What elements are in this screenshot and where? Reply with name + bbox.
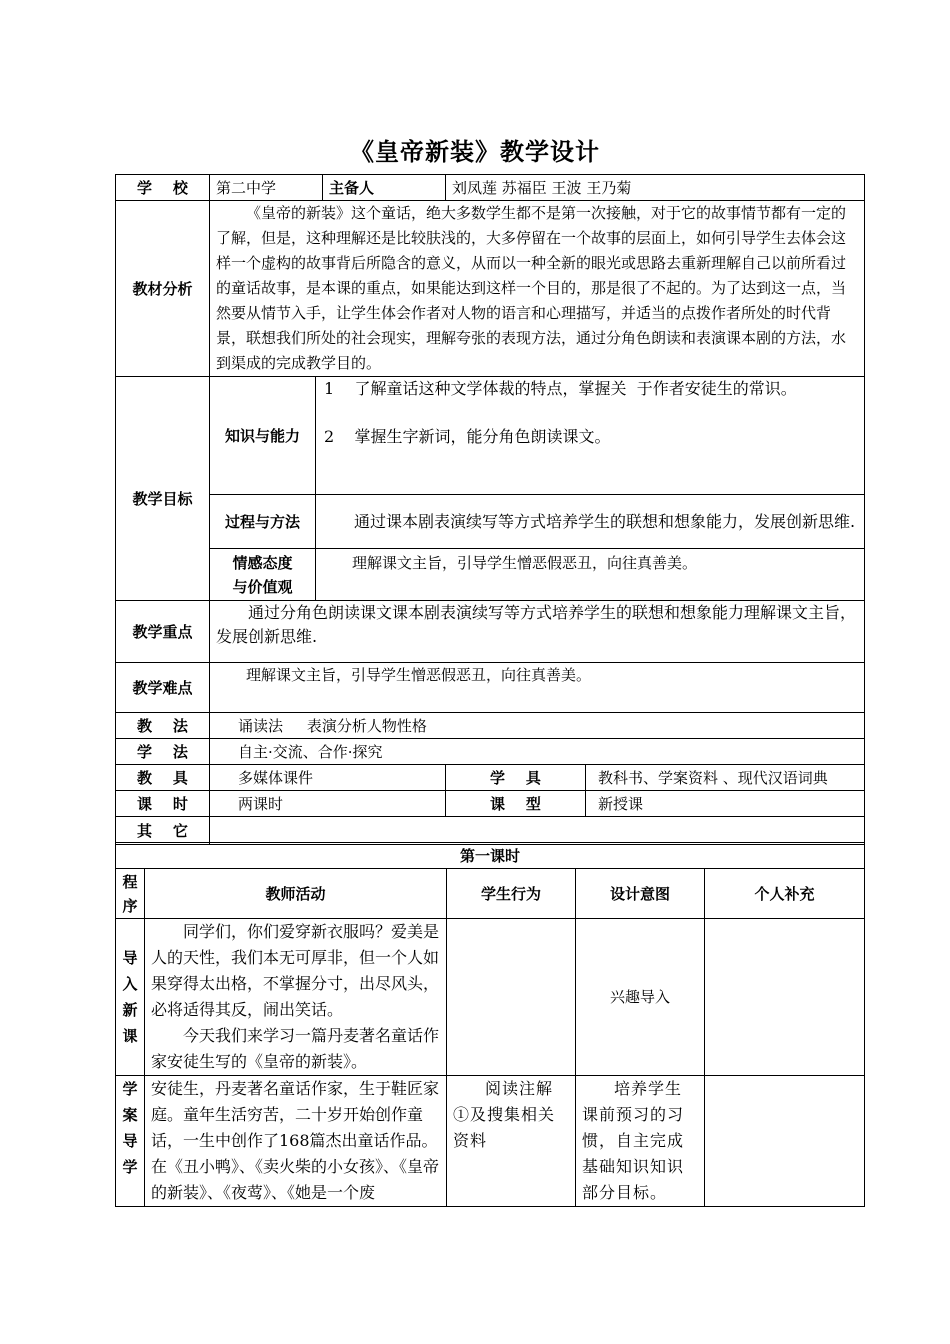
header-step: 程序 bbox=[116, 869, 145, 919]
difficult-text: 理解课文主旨，引导学生憎恶假恶丑，向往真善美。 bbox=[210, 663, 865, 713]
details-table bbox=[115, 600, 865, 845]
lesson-section-title: 第一课时 bbox=[116, 843, 865, 869]
row-student bbox=[447, 919, 576, 1076]
type-label: 课 型 bbox=[446, 791, 586, 817]
type-value: 新授课 bbox=[586, 791, 865, 817]
header-personal: 个人补充 bbox=[705, 869, 865, 919]
difficult-label: 教学难点 bbox=[116, 663, 210, 713]
emotion-label-line-2: 与价值观 bbox=[232, 577, 293, 596]
process-label: 过程与方法 bbox=[210, 495, 316, 549]
lesson-table bbox=[115, 842, 865, 1207]
emotion-text: 理解课文主旨，引导学生憎恶假恶丑，向往真善美。 bbox=[316, 549, 865, 601]
learn-tool-value: 教科书、学案资料 、现代汉语词典 bbox=[586, 765, 865, 791]
row-teacher bbox=[145, 919, 447, 1076]
process-text: 通过课本剧表演续写等方式培养学生的联想和想象能力，发展创新思维. bbox=[316, 495, 865, 549]
host-value: 刘凤莲 苏福臣 王波 王乃菊 bbox=[446, 175, 865, 201]
learn-tool-label: 学 具 bbox=[446, 765, 586, 791]
school-label: 学 校 bbox=[116, 175, 210, 201]
info-table bbox=[115, 174, 865, 377]
header-teacher: 教师活动 bbox=[145, 869, 447, 919]
other-value bbox=[210, 817, 865, 845]
table-row bbox=[116, 1076, 865, 1207]
learn-value: 自主·交流、合作·探究 bbox=[210, 739, 865, 765]
knowledge-text bbox=[316, 377, 865, 495]
method-label: 教 法 bbox=[116, 713, 210, 739]
header-intent: 设计意图 bbox=[576, 869, 705, 919]
row-step: 导入新课 bbox=[116, 919, 145, 1076]
other-label: 其 它 bbox=[116, 817, 210, 845]
row-intent: 兴趣导入 bbox=[576, 919, 705, 1076]
material-text: 《皇帝的新装》这个童话，绝大多数学生都不是第一次接触，对于它的故事情节都有一定的了解，但是，这种理解还是比较肤浅的，大多停留在一个故事的层面上，如何引导学生去体会这样一个虚构的故事背后所隐含的意义，从而以一种全新的眼光或思路去重新理解自己以前所看过的童话故事，是本课的重点，如果能达到这样一个目的，那是很了不起的。为了达到这一点，当然要从情节入手，让学生体会作者对人物的语言和心理描写，并适当的点拨作者所处的时代背景，联想我们所处的社会现实，理解夸张的表现方法，通过分角色朗读和表演课本剧的方法，水到渠成的完成教学目的。 bbox=[210, 201, 865, 377]
goals-table bbox=[115, 376, 865, 601]
learn-label: 学 法 bbox=[116, 739, 210, 765]
row-teacher-para-1: 同学们，你们爱穿新衣服吗？爱美是人的天性，我们本无可厚非，但一个人如果穿得太出格，不掌握分寸，出尽风头，必将适得其反，闹出笑话。 bbox=[151, 922, 440, 1019]
material-label: 教材分析 bbox=[116, 201, 210, 377]
emotion-label-line-1: 情感态度 bbox=[232, 553, 293, 572]
row-teacher: 安徒生，丹麦著名童话作家，生于鞋匠家庭。童年生活穷苦，二十岁开始创作童话，一生中创作了168篇杰出童话作品。在《丑小鸭》、《卖火柴的小女孩》、《皇帝的新装》、《夜莺》、《她是一个废 bbox=[145, 1076, 447, 1207]
host-label bbox=[323, 175, 446, 201]
hours-label: 课 时 bbox=[116, 791, 210, 817]
row-personal bbox=[705, 919, 865, 1076]
row-intent: 培养学生课前预习的习惯，自主完成基础知识知识部分目标。 bbox=[576, 1076, 705, 1207]
emotion-label bbox=[210, 549, 316, 601]
knowledge-item-1: 1 了解童话这种文学体裁的特点，掌握关 于作者安徒生的常识。 bbox=[324, 379, 797, 398]
tool-value: 多媒体课件 bbox=[210, 765, 446, 791]
knowledge-label: 知识与能力 bbox=[210, 377, 316, 495]
tool-label: 教 具 bbox=[116, 765, 210, 791]
host-label-text: 主备人 bbox=[329, 178, 375, 197]
key-label: 教学重点 bbox=[116, 601, 210, 663]
school-value: 第二中学 bbox=[210, 175, 323, 201]
row-personal bbox=[705, 1076, 865, 1207]
row-student: 阅读注解①及搜集相关资料 bbox=[447, 1076, 576, 1207]
row-step: 学案导学 bbox=[116, 1076, 145, 1207]
goals-label: 教学目标 bbox=[116, 377, 210, 601]
method-value: 诵读法 表演分析人物性格 bbox=[210, 713, 865, 739]
knowledge-item-2: 2 掌握生字新词，能分角色朗读课文。 bbox=[324, 427, 611, 446]
page-title: 《皇帝新装》教学设计 bbox=[350, 138, 600, 166]
row-teacher-para-2: 今天我们来学习一篇丹麦著名童话作家安徒生写的《皇帝的新装》。 bbox=[151, 1026, 440, 1071]
hours-value: 两课时 bbox=[210, 791, 446, 817]
key-text: 通过分角色朗读课文课本剧表演续写等方式培养学生的联想和想象能力理解课文主旨，发展创新思维. bbox=[210, 601, 865, 663]
header-student: 学生行为 bbox=[447, 869, 576, 919]
table-row bbox=[116, 919, 865, 1076]
